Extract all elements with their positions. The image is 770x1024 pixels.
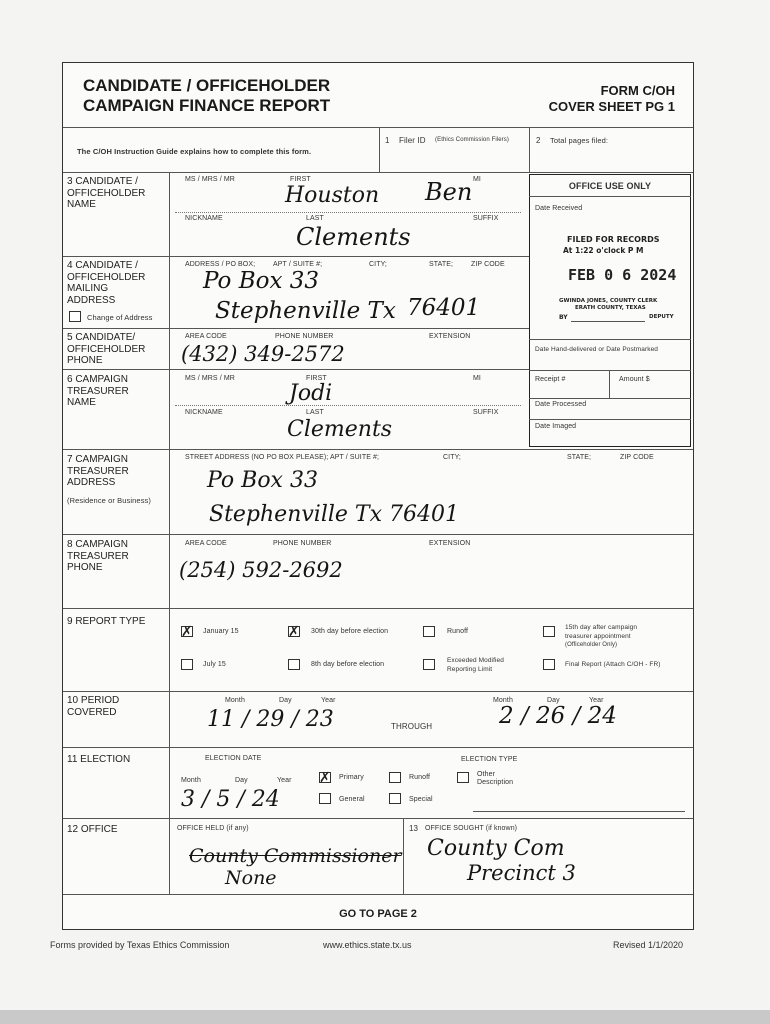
section-8-label: 8 CAMPAIGN TREASURER PHONE [67, 539, 129, 573]
go-to-page-2: GO TO PAGE 2 [339, 908, 417, 920]
general-checkbox[interactable] [319, 793, 331, 804]
end-year-label: Year [589, 697, 604, 704]
election-year-label: Year [277, 777, 292, 784]
apt-label: APT / SUITE #; [273, 261, 323, 268]
treasurer-suffix-label: SUFFIX [473, 409, 499, 416]
office-held-label: OFFICE HELD (if any) [177, 825, 249, 832]
date-imaged-label: Date Imaged [535, 423, 577, 430]
amount-label: Amount $ [619, 376, 650, 383]
divider [175, 212, 521, 213]
total-pages-label: Total pages filed: [550, 136, 609, 145]
change-of-address-checkbox[interactable] [69, 311, 81, 322]
divider [609, 370, 610, 398]
through-label: THROUGH [391, 722, 433, 731]
office-held-value[interactable]: None [225, 867, 277, 889]
period-start-date[interactable]: 11 / 29 / 23 [207, 707, 334, 732]
section-7-label: 7 CAMPAIGN TREASURER ADDRESS [67, 454, 129, 488]
treasurer-last-name[interactable]: Clements [287, 417, 393, 442]
15th-day-label-line2: treasurer appointment [565, 633, 631, 640]
salutation-label: MS / MRS / MR [185, 176, 235, 183]
election-runoff-checkbox[interactable] [389, 772, 401, 783]
candidate-phone[interactable]: (432) 349-2572 [181, 342, 345, 366]
office-sought-line2[interactable]: Precinct 3 [467, 861, 576, 885]
candidate-middle-name[interactable]: Ben [425, 178, 473, 206]
divider [571, 321, 645, 322]
runoff-report-label: Runoff [447, 628, 469, 635]
january-15-check: ✗ [181, 623, 193, 639]
mi-label: MI [473, 176, 481, 183]
treasurer-phone[interactable]: (254) 592-2692 [179, 558, 343, 582]
end-day-label: Day [547, 697, 560, 704]
15th-day-label-line1: 15th day after campaign [565, 624, 638, 631]
filed-stamp-line1: FILED FOR RECORDS [567, 235, 660, 244]
election-type-label: ELECTION TYPE [461, 756, 518, 763]
january-15-label: January 15 [203, 628, 239, 635]
treasurer-nickname-label: NICKNAME [185, 409, 223, 416]
section-6-label: 6 CAMPAIGN TREASURER NAME [67, 374, 129, 408]
date-processed-label: Date Processed [535, 401, 587, 408]
website-link[interactable]: www.ethics.state.tx.us [323, 940, 412, 950]
divider [379, 127, 380, 172]
start-day-label: Day [279, 697, 292, 704]
provided-by-text: Forms provided by Texas Ethics Commission [50, 940, 230, 950]
divider [63, 894, 693, 895]
treasurer-first-label: FIRST [306, 375, 327, 382]
section-10-label: 10 PERIOD COVERED [67, 695, 120, 718]
filed-stamp-clerk: GWINDA JONES, COUNTY CLERK [559, 298, 658, 304]
divider [529, 127, 530, 172]
phone-number-label: PHONE NUMBER [275, 333, 334, 340]
final-report-label: Final Report (Attach C/OH - FR) [565, 661, 661, 668]
form-title-line1: CANDIDATE / OFFICEHOLDER [83, 76, 331, 95]
city-label: CITY; [369, 261, 387, 268]
divider [63, 449, 693, 450]
treasurer-area-code-label: AREA CODE [185, 540, 227, 547]
30th-day-check: ✗ [288, 623, 300, 639]
other-label-line1: Other [477, 771, 496, 778]
election-date-label: ELECTION DATE [205, 755, 262, 762]
final-report-checkbox[interactable] [543, 659, 555, 670]
candidate-first-name[interactable]: Houston [285, 183, 380, 208]
treasurer-city-label: CITY; [443, 454, 461, 461]
date-received-label: Date Received [535, 205, 583, 212]
last-name-label: LAST [306, 215, 324, 222]
mailing-address-line1[interactable]: Po Box 33 [203, 268, 319, 294]
filer-id-number: 1 [385, 136, 390, 145]
divider [175, 405, 521, 406]
instruction-guide-text: The C/OH Instruction Guide explains how to complete this form. [77, 147, 312, 156]
mailing-address-city[interactable]: Stephenville Tx [215, 298, 396, 324]
primary-check: ✗ [319, 769, 331, 785]
july-15-label: July 15 [203, 661, 226, 668]
election-day-label: Day [235, 777, 248, 784]
divider [529, 419, 691, 420]
section-7-sub-label: (Residence or Business) [67, 496, 152, 505]
office-use-title: OFFICE USE ONLY [568, 181, 652, 191]
filed-stamp-deputy: DEPUTY [649, 314, 674, 320]
treasurer-state-label: STATE; [567, 454, 592, 461]
divider [63, 534, 693, 535]
divider [63, 608, 693, 609]
campaign-finance-form [62, 62, 694, 930]
filed-stamp-line2: At 1:22 o'clock P M [563, 246, 644, 255]
extension-label: EXTENSION [429, 333, 471, 340]
divider [63, 328, 529, 329]
office-sought-label: OFFICE SOUGHT (if known) [425, 825, 518, 832]
office-sought-line1[interactable]: County Com [427, 836, 565, 861]
revised-date: Revised 1/1/2020 [613, 940, 684, 950]
30th-day-label: 30th day before election [311, 628, 389, 635]
office-sought-number: 13 [409, 824, 419, 833]
divider [63, 747, 693, 748]
section-12-label: 12 OFFICE [67, 824, 118, 835]
divider [63, 256, 529, 257]
divider [63, 172, 693, 173]
mailing-address-zip[interactable]: 76401 [407, 295, 481, 321]
filed-stamp-county: ERATH COUNTY, TEXAS [575, 305, 646, 311]
divider [63, 127, 693, 128]
special-label: Special [409, 796, 433, 803]
treasurer-extension-label: EXTENSION [429, 540, 471, 547]
start-month-label: Month [225, 697, 245, 704]
form-title-line2: CAMPAIGN FINANCE REPORT [83, 96, 331, 115]
receipt-label: Receipt # [535, 376, 566, 383]
other-checkbox[interactable] [457, 772, 469, 783]
section-4-label: 4 CANDIDATE / OFFICEHOLDER MAILING ADDRESS [67, 260, 146, 306]
hand-delivered-label: Date Hand-delivered or Date Postmarked [535, 346, 659, 353]
filed-stamp-date: FEB 0 6 2024 [568, 266, 677, 284]
end-month-label: Month [493, 697, 513, 704]
divider [529, 339, 691, 340]
8th-day-checkbox[interactable] [288, 659, 300, 670]
area-code-label: AREA CODE [185, 333, 227, 340]
treasurer-last-label: LAST [306, 409, 324, 416]
treasurer-street-label: STREET ADDRESS (NO PO BOX PLEASE); APT / SUITE #; [185, 454, 380, 461]
runoff-report-checkbox[interactable] [423, 626, 435, 637]
divider [63, 818, 693, 819]
first-name-label: FIRST [290, 176, 311, 183]
divider [63, 691, 693, 692]
state-label: STATE; [429, 261, 454, 268]
change-of-address-label: Change of Address [87, 313, 153, 322]
exceeded-limit-line2: Reporting Limit [447, 666, 493, 673]
july-15-checkbox[interactable] [181, 659, 193, 670]
election-date-value[interactable]: 3 / 5 / 24 [181, 787, 280, 812]
filer-id-sub: (Ethics Commission Filers) [435, 137, 509, 143]
other-description-line [473, 811, 685, 812]
zip-label: ZIP CODE [471, 261, 505, 268]
special-checkbox[interactable] [389, 793, 401, 804]
treasurer-address-line1[interactable]: Po Box 33 [207, 468, 318, 493]
divider [63, 369, 529, 370]
divider [529, 370, 691, 371]
divider [169, 172, 170, 894]
general-label: General [339, 796, 365, 803]
other-label-line2: Description [477, 779, 514, 786]
section-11-label: 11 ELECTION [67, 754, 131, 765]
office-held-struck[interactable]: County Commissioner [189, 845, 402, 867]
filed-stamp-by: BY [559, 314, 568, 321]
form-page-label: COVER SHEET PG 1 [548, 99, 675, 114]
15th-day-checkbox[interactable] [543, 626, 555, 637]
treasurer-mi-label: MI [473, 375, 481, 382]
election-runoff-label: Runoff [409, 774, 431, 781]
8th-day-label: 8th day before election [311, 661, 385, 668]
start-year-label: Year [321, 697, 336, 704]
candidate-last-name[interactable]: Clements [296, 223, 411, 251]
section-9-label: 9 REPORT TYPE [67, 616, 146, 627]
exceeded-limit-checkbox[interactable] [423, 659, 435, 670]
treasurer-phone-label: PHONE NUMBER [273, 540, 332, 547]
section-5-label: 5 CANDIDATE/ OFFICEHOLDER PHONE [67, 332, 146, 366]
treasurer-address-line2[interactable]: Stephenville Tx 76401 [209, 502, 459, 527]
treasurer-zip-label: ZIP CODE [620, 454, 654, 461]
election-month-label: Month [181, 777, 201, 784]
exceeded-limit-line1: Exceeded Modified [447, 657, 504, 664]
address-label: ADDRESS / PO BOX; [185, 261, 256, 268]
scan-edge-band [0, 1010, 770, 1024]
primary-label: Primary [339, 774, 364, 781]
treasurer-salutation-label: MS / MRS / MR [185, 375, 235, 382]
divider [403, 818, 404, 894]
form-id: FORM C/OH [600, 83, 675, 98]
nickname-label: NICKNAME [185, 215, 223, 222]
15th-day-label-line3: (Officeholder Only) [565, 642, 618, 648]
total-pages-number: 2 [536, 136, 541, 145]
period-end-date[interactable]: 2 / 26 / 24 [499, 703, 617, 729]
section-3-label: 3 CANDIDATE / OFFICEHOLDER NAME [67, 176, 146, 210]
suffix-label: SUFFIX [473, 215, 499, 222]
divider [529, 196, 691, 197]
filer-id-label: Filer ID [399, 136, 426, 145]
treasurer-first-name[interactable]: Jodi [289, 381, 333, 406]
divider [529, 398, 691, 399]
